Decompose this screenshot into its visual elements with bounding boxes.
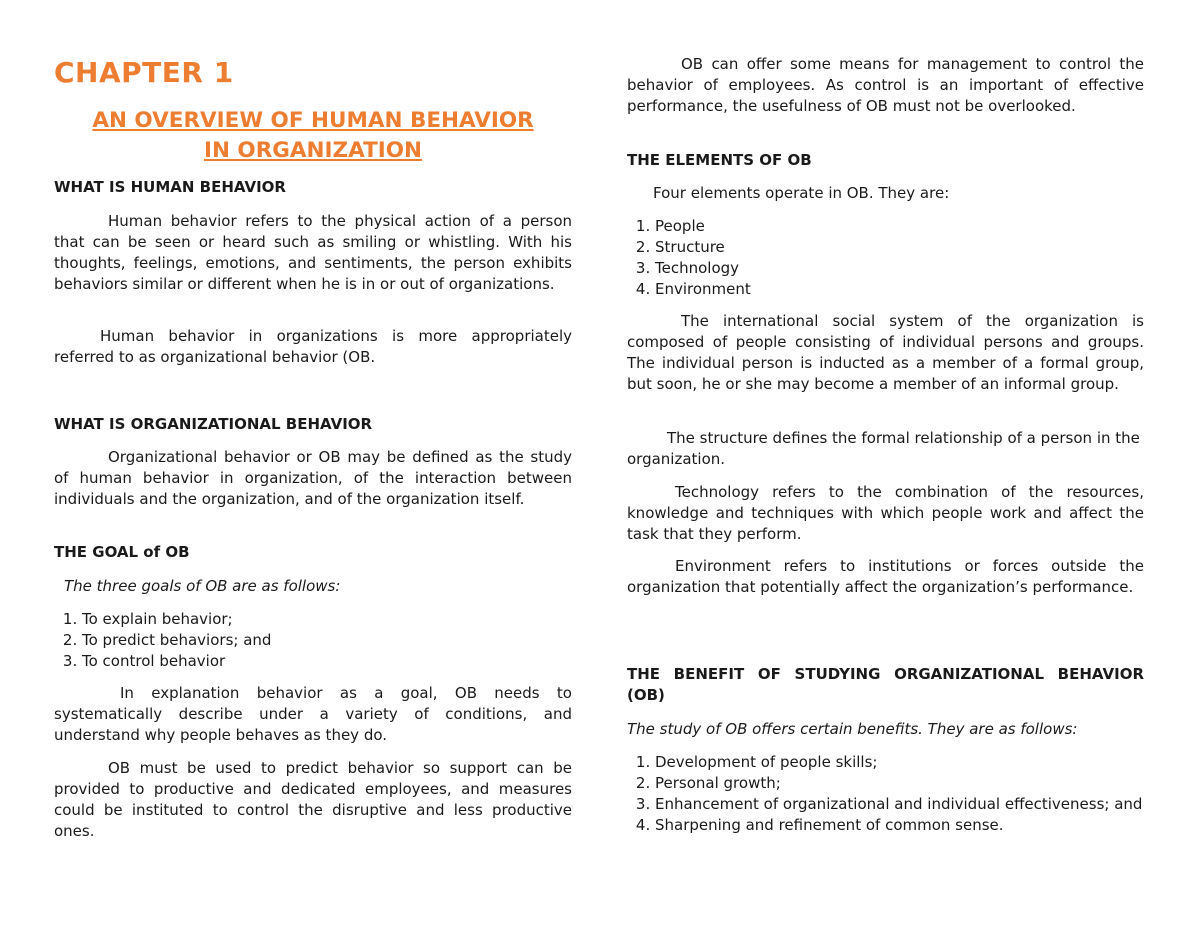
list-item: 1. People (655, 216, 1172, 237)
goals-intro (54, 576, 572, 597)
paragraph-environment-element: Environment refers to institutions or forces outside the organization that potentially affect the organization’s performance. (627, 557, 1144, 596)
section-heading-benefit-of-studying-ob: THE BENEFIT OF STUDYING ORGANIZATIONAL BEHAVIOR (OB) (627, 665, 1144, 704)
chapter-heading: CHAPTER 1 (54, 56, 234, 89)
chapter-title-line-1: AN OVERVIEW OF HUMAN BEHAVIOR (92, 108, 534, 133)
paragraph-people-element: The international social system of the organization is composed of people consisting of individual persons and groups. The individual person is inducted as a member of a formal group, but soon, he or she may become a member of an informal group. (627, 312, 1144, 393)
list-item: 4. Environment (655, 279, 1172, 300)
paragraph-explanation-goal: In explanation behavior as a goal, OB needs to systematically describe under a variety of conditions, and understand why people behaves as they do. (54, 684, 572, 744)
benefits-intro (627, 719, 1144, 740)
chapter-title (54, 106, 572, 166)
paragraph-human-behavior-in-organizations: Human behavior in organizations is more appropriately referred to as organizational behavior (OB. (54, 327, 572, 366)
section-heading-human-behavior: WHAT IS HUMAN BEHAVIOR (54, 178, 286, 196)
list-item: 2. Personal growth; (655, 773, 1172, 794)
benefits-list (627, 752, 1172, 836)
paragraph-prediction-goal: OB must be used to predict behavior so support can be provided to productive and dedicated employees, and measures could be instituted to control the disruptive and less productive ones. (54, 759, 572, 840)
section-heading-elements-of-ob: THE ELEMENTS OF OB (627, 151, 812, 169)
goals-list (54, 609, 600, 672)
paragraph-technology-element: Technology refers to the combination of the resources, knowledge and techniques with which people work and affect the task that they perform. (627, 483, 1144, 543)
paragraph-ob-definition: Organizational behavior or OB may be defined as the study of human behavior in organization, of the interaction between individuals and the organization, and of the organization itself. (54, 448, 572, 508)
paragraph-structure-element: The structure defines the formal relationship of a person in the organization. (627, 429, 1140, 468)
list-item: 2. Structure (655, 237, 1172, 258)
list-item: 1. To explain behavior; (82, 609, 600, 630)
list-item: 2. To predict behaviors; and (82, 630, 600, 651)
goals-intro-text: The three goals of OB are as follows: (64, 577, 341, 595)
benefits-intro-text: The study of OB offers certain benefits. They are as follows: (627, 720, 1078, 738)
section-heading-goal-of-ob: THE GOAL of OB (54, 543, 190, 561)
list-item: 4. Sharpening and refinement of common sense. (655, 815, 1172, 836)
list-item: 1. Development of people skills; (655, 752, 1172, 773)
chapter-title-line-2: IN ORGANIZATION (203, 138, 423, 163)
section-heading-organizational-behavior: WHAT IS ORGANIZATIONAL BEHAVIOR (54, 415, 373, 433)
paragraph-human-behavior-definition: Human behavior refers to the physical action of a person that can be seen or heard such as smiling or whistling. With his thoughts, feelings, emotions, and sentiments, the person exhibits behaviors similar or different when he is in or out of organizations. (54, 212, 572, 293)
paragraph-control-goal: OB can offer some means for management to control the behavior of employees. As control is an important of effective performance, the usefulness of OB must not be overlooked. (627, 55, 1144, 115)
list-item: 3. Enhancement of organizational and individual effectiveness; and (655, 794, 1172, 815)
list-item: 3. Technology (655, 258, 1172, 279)
list-item: 3. To control behavior (82, 651, 600, 672)
elements-list (627, 216, 1172, 300)
elements-intro: Four elements operate in OB. They are: (653, 184, 950, 202)
